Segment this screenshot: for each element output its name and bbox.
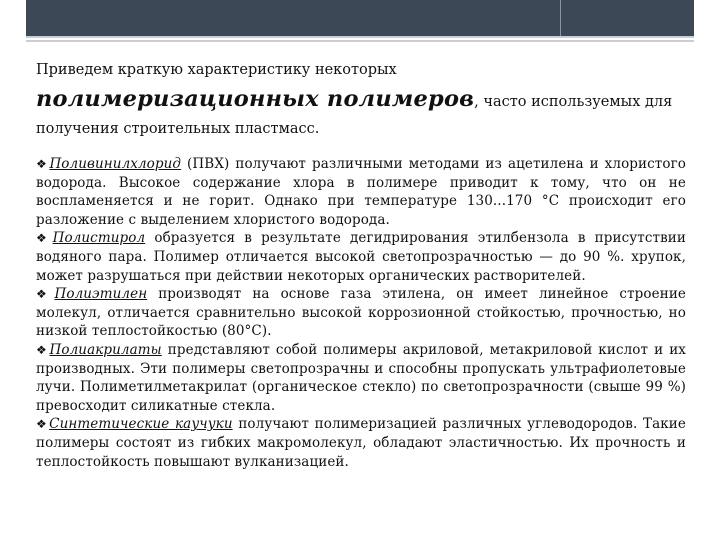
diamond-bullet-icon: ❖ <box>36 231 52 246</box>
header-accent-line <box>560 0 561 36</box>
intro-line-1: Приведем краткую характеристику некоторых <box>36 62 397 78</box>
diamond-bullet-icon: ❖ <box>36 287 54 302</box>
item-text: образуется в результате дегидрирования этилбензола в присутствии водяного пара. Полимер отличается высокой светопрозрачностью — до 90 %. хрупок, может разрушаться при действии некоторых органических растворителей. <box>36 230 687 284</box>
item-text: получают полимеризацией различных углеводородов. Такие полимеры состоят из гибких макромолекул, обладают эластичностью. Их прочность и теплостойкость повышают вулканизацией. <box>36 416 686 470</box>
item-term: Полистирол <box>52 230 146 247</box>
intro-line-2-rest: , часто используемых для <box>474 94 673 110</box>
header-bar <box>0 0 720 36</box>
intro-highlight: полимеризационных полимеров <box>36 86 475 112</box>
diamond-bullet-icon: ❖ <box>36 342 49 357</box>
item-text: представляют собой полимеры акриловой, метакриловой кислот и их производных. Эти полимеры светопрозрачны и способны пропускать ультрафиолетовые лучи. Полиметилметакрилат (органическое стекло) по светопрозрачности (свыше 99 %) превосходит силикатные стекла. <box>36 341 687 414</box>
header-dark-band <box>26 0 694 36</box>
item-text: производят на основе газа этилена, он имеет линейное строение молекул, отличается сравнительно высокой коррозионной стойкостью, прочностью, но низкой теплостойкостью (80°С). <box>36 286 687 340</box>
item-term: Полиэтилен <box>54 286 148 303</box>
item-text: (ПВХ) получают различными методами из ацетилена и хлористого водорода. Высокое содержание хлора в полимере приводит к тому, что он не воспламеняется и не горит. Однако при температуре 130...170 °С происходит его разложение с выделением хлористого водорода. <box>36 156 686 228</box>
diamond-bullet-icon: ❖ <box>36 417 49 432</box>
list-item <box>36 155 686 229</box>
list-item <box>36 285 686 341</box>
slide-content <box>36 58 686 471</box>
item-term: Синтетические каучуки <box>49 416 233 433</box>
list-item <box>36 229 686 285</box>
list-item <box>36 341 686 415</box>
item-term: Поливинилхлорид <box>49 156 182 172</box>
header-divider <box>26 36 694 38</box>
item-term: Полиакрилаты <box>49 341 162 358</box>
list-item <box>36 415 686 471</box>
diamond-bullet-icon: ❖ <box>36 157 49 171</box>
intro-line-2 <box>36 84 686 117</box>
intro-line-3: получения строительных пластмасс. <box>36 121 320 137</box>
header-divider-2 <box>26 40 694 42</box>
